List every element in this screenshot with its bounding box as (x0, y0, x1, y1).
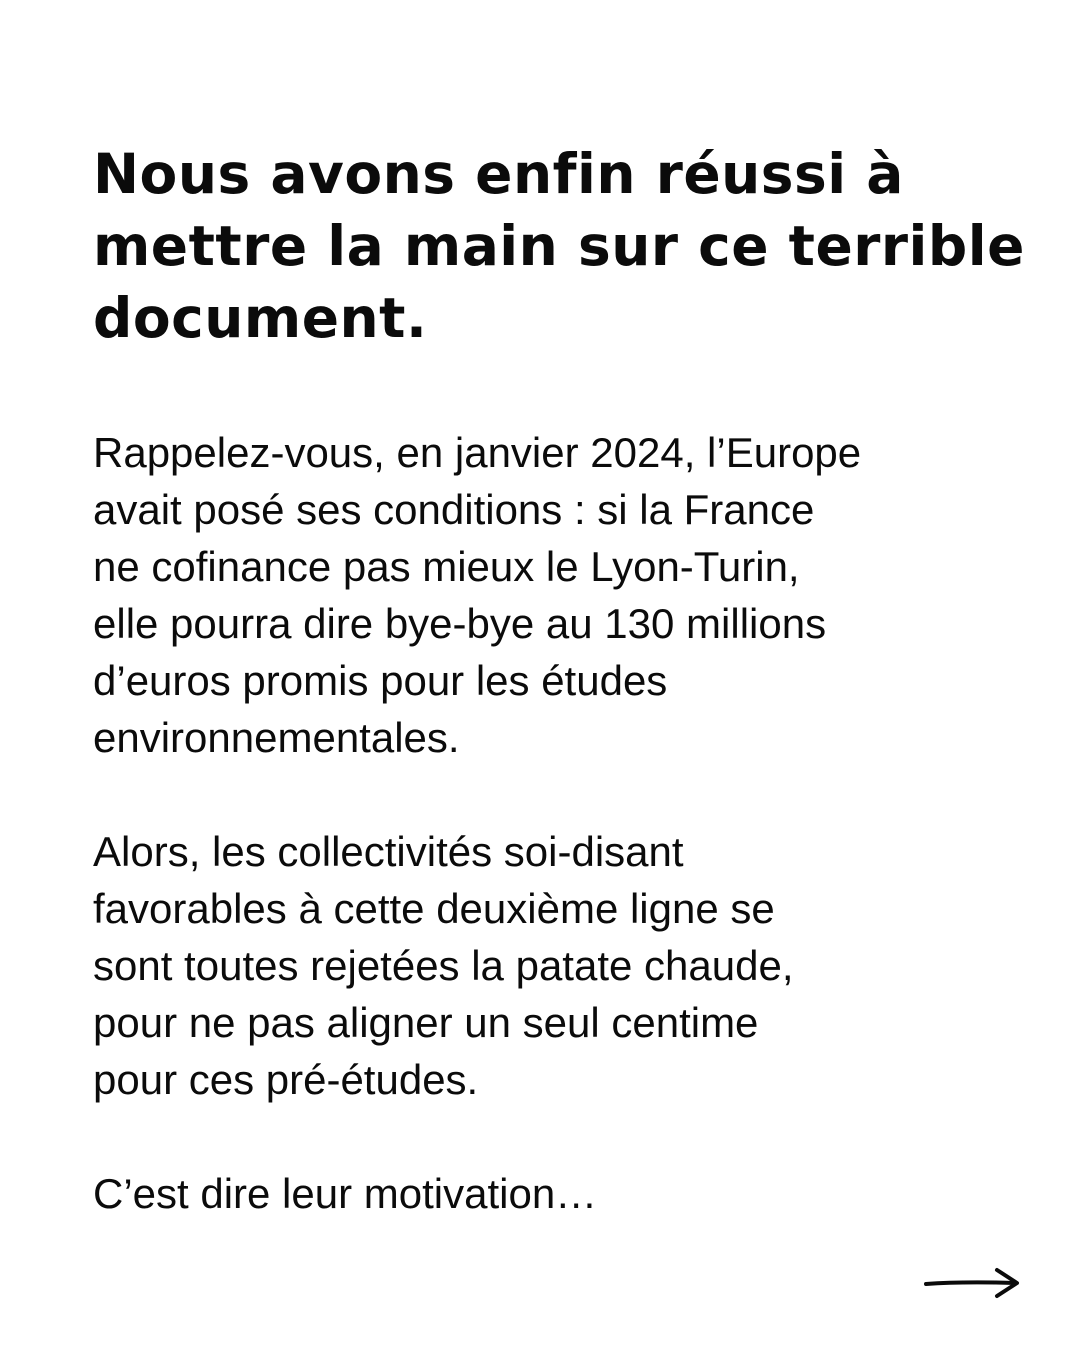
paragraph-motivation (93, 1165, 1003, 1222)
arrow-right-icon[interactable] (923, 1266, 1021, 1300)
slide-title (93, 138, 1025, 354)
paragraph-line: pour ces pré-études. (93, 1056, 479, 1103)
title-line: Nous avons enfin réussi à (93, 142, 904, 206)
paragraph-line: C’est dire leur motivation… (93, 1170, 598, 1217)
title-line: mettre la main sur ce terrible (93, 214, 1025, 278)
paragraph-europe-conditions (93, 424, 1003, 766)
paragraph-line: pour ne pas aligner un seul centime (93, 999, 759, 1046)
paragraph-line: environnementales. (93, 714, 460, 761)
paragraph-line: Alors, les collectivités soi-disant (93, 828, 684, 875)
title-line: document. (93, 286, 428, 350)
paragraph-line: Rappelez-vous, en janvier 2024, l’Europe (93, 429, 862, 476)
paragraph-line: favorables à cette deuxième ligne se (93, 885, 775, 932)
paragraph-line: d’euros promis pour les études (93, 657, 668, 704)
slide-content (93, 138, 1025, 1222)
paragraph-line: avait posé ses conditions : si la France (93, 486, 815, 533)
paragraph-line: ne cofinance pas mieux le Lyon-Turin, (93, 543, 800, 590)
paragraph-line: sont toutes rejetées la patate chaude, (93, 942, 794, 989)
paragraph-collectivites (93, 823, 1003, 1108)
paragraph-line: elle pourra dire bye-bye au 130 millions (93, 600, 827, 647)
